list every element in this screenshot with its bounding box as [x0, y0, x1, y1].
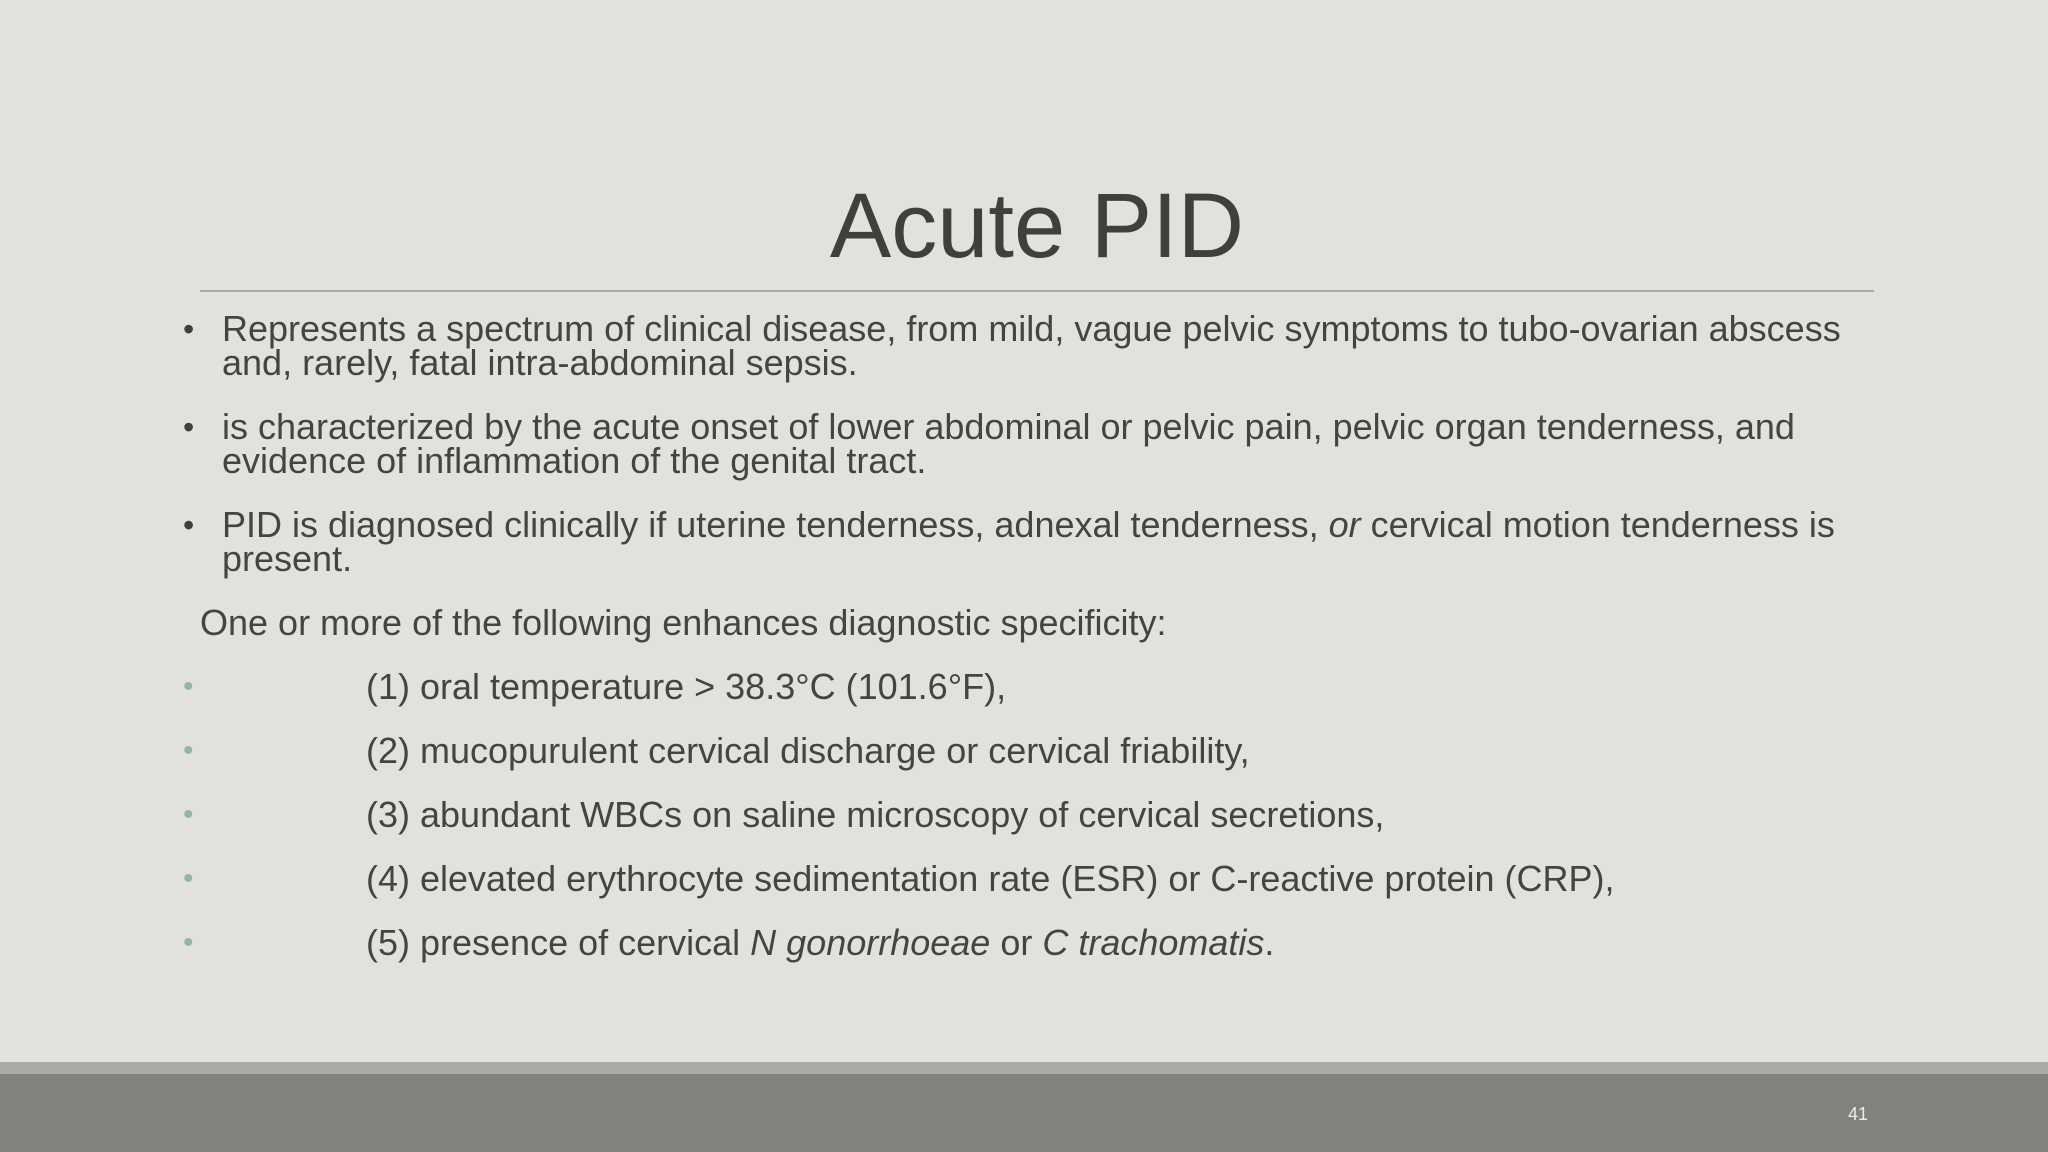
bullet-dot: • — [183, 409, 195, 445]
bullet-dot: • — [183, 798, 194, 831]
bullet-dot: • — [183, 311, 195, 347]
bullet-dot: • — [183, 734, 194, 767]
criterion-text-4: (4) elevated erythrocyte sedimentation rate (ESR) or C-reactive protein (CRP), — [366, 858, 1615, 899]
footer-band-light — [0, 1062, 2048, 1074]
criterion-text-2: (2) mucopurulent cervical discharge or cervical friability, — [366, 730, 1250, 771]
criterion-text-3: (3) abundant WBCs on saline microscopy of cervical secretions, — [366, 794, 1385, 835]
organism-name-1: N gonorrhoeae — [750, 922, 991, 963]
criterion-text-5 — [366, 922, 1866, 963]
bullet-text-1: Represents a spectrum of clinical disease, from mild, vague pelvic symptoms to tubo-ovarian abscess and, rarely, fatal intra-abdominal sepsis. — [222, 308, 1841, 383]
criterion-text-1: (1) oral temperature > 38.3°C (101.6°F), — [366, 666, 1007, 707]
bullet-text-3-part2: cervical motion tenderness is present. — [222, 504, 1835, 579]
page-number: 41 — [1847, 1104, 1868, 1124]
organism-name-2: C trachomatis — [1042, 922, 1265, 963]
criterion-5-suffix: . — [1264, 922, 1275, 963]
criterion-5-prefix: (5) presence of cervical — [366, 922, 751, 963]
lead-in-text: One or more of the following enhances diagnostic specificity: — [200, 602, 1167, 643]
bullet-text-3 — [222, 504, 1882, 579]
footer-band-dark — [0, 1074, 2048, 1152]
slide-title: Acute PID — [829, 175, 1245, 277]
bullet-dot: • — [183, 926, 194, 959]
bullet-text-3-part1: PID is diagnosed clinically if uterine tenderness, adnexal tenderness, — [222, 504, 1329, 545]
criterion-5-middle: or — [990, 922, 1043, 963]
bullet-dot: • — [183, 862, 194, 895]
bullet-dot: • — [183, 507, 195, 543]
title-divider — [200, 290, 1874, 292]
bullet-text-2: is characterized by the acute onset of lower abdominal or pelvic pain, pelvic organ tenderness, and evidence of inflammation of the genital tract. — [222, 406, 1795, 481]
bullet-text-3-emphasis: or — [1328, 504, 1361, 545]
bullet-dot: • — [183, 670, 194, 703]
